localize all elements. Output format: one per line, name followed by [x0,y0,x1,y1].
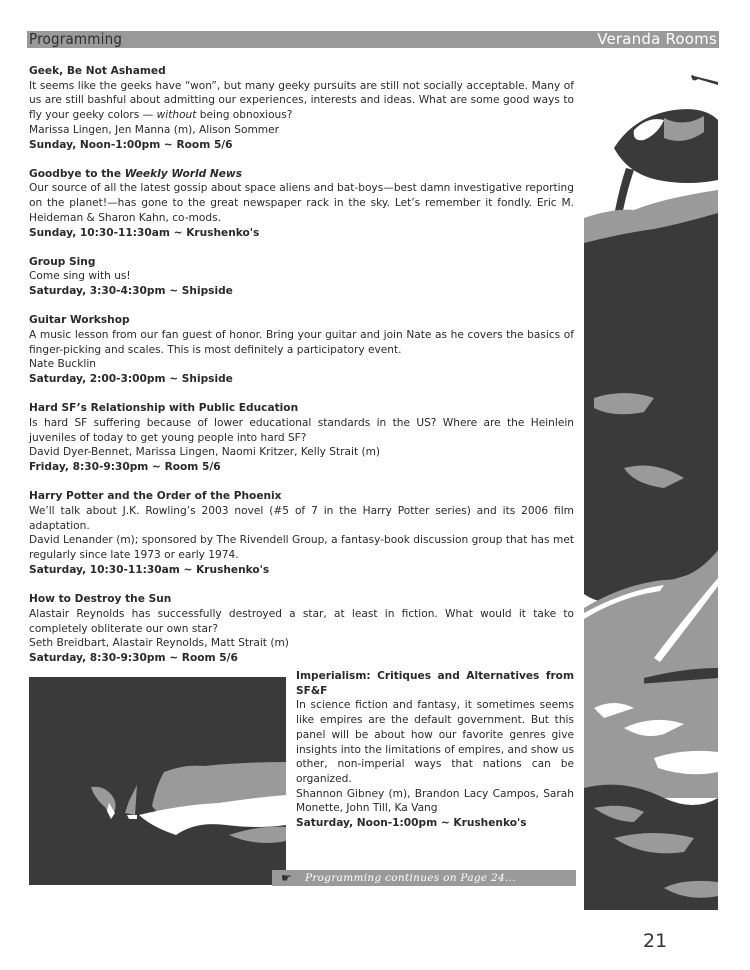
section-header-bar [27,31,719,48]
event-description: Come sing with us! [29,270,131,283]
pointing-hand-icon: ☛ [281,871,292,885]
event-title: Geek, Be Not Ashamed [29,65,166,77]
description-emphasis: without [156,109,197,122]
event-title: Guitar Workshop [29,314,130,327]
event-item [29,64,574,152]
event-time: Saturday, 10:30-11:30am ~ Krushenko's [29,563,270,576]
event-title: Hard SF’s Relationship with Public Education [29,402,299,415]
event-title: How to Destroy the Sun [29,593,172,606]
event-description: Our source of all the latest gossip about space aliens and bat-boys—best damn investigative reporting on the planet!—has gone to the great newspaper rack in the sky. Let’s remember it fondly. Eric M. Heideman & Sharon Kahn, co-mods. [29,182,574,224]
event-panelists: David Dyer-Bennet, Marissa Lingen, Naomi Kritzer, Kelly Strait (m) [29,446,381,459]
event-time: Saturday, 2:00-3:00pm ~ Shipside [29,373,233,386]
title-text: Goodbye to the [29,167,125,180]
event-time: Sunday, Noon-1:00pm ~ Room 5/6 [29,138,233,151]
event-item [29,592,574,666]
program-listing [29,64,574,680]
description-text: being obnoxious? [196,109,293,122]
event-description: A music lesson from our fan guest of honor. Bring your guitar and join Nate as he covers the basics of finger-picking and scales. This is most definitely a participatory event. [29,329,574,356]
event-item [296,669,574,831]
event-time: Sunday, 10:30-11:30am ~ Krushenko's [29,226,260,239]
event-description: We’ll talk about J.K. Rowling’s 2003 novel (#5 of 7 in the Harry Potter series) and its 2006 film adaptation. [29,505,574,532]
event-item [29,489,574,577]
event-time: Friday, 8:30-9:30pm ~ Room 5/6 [29,461,221,474]
event-description: Alastair Reynolds has successfully destroyed a star, at least in fiction. What would it take to completely obliterate our own star? [29,607,574,635]
location-title: Veranda Rooms [597,30,717,48]
description-text: It seems like the geeks have “won”, but many geeky pursuits are still not socially acceptable. Many of us are still bashful about admitting our experiences, interests and ideas. What are some good ways to fly your geeky colors — [29,79,574,122]
event-title: Group Sing [29,255,96,268]
event-time: Saturday, Noon-1:00pm ~ Krushenko's [296,817,527,830]
event-description [29,79,574,123]
event-time: Saturday, 3:30-4:30pm ~ Shipside [29,285,233,298]
title-emphasis: Weekly World News [124,167,243,180]
event-item [29,401,574,475]
event-description: In science fiction and fantasy, it sometimes seems like empires are the default government. But this panel will be about how our favorite genres give insights into the limitations of empires, and show us other, non-imperial ways that nations can be organized. [296,699,574,785]
event-title: Imperialism: Critiques and Alternatives from SF&F [296,670,574,697]
event-panelists: Seth Breidbart, Alastair Reynolds, Matt Strait (m) [29,637,289,650]
section-title: Programming [29,30,123,48]
event-panelists: Nate Bucklin [29,358,96,371]
page-number: 21 [643,930,668,952]
event-item [29,167,574,241]
continued-text: Programming continues on Page 24... [305,872,516,884]
event-panelists: Shannon Gibney (m), Brandon Lacy Campos, Sarah Monette, John Till, Ka Vang [296,787,574,815]
seabird-photo [29,677,286,885]
event-panelists: Marissa Lingen, Jen Manna (m), Alison Sommer [29,123,279,136]
event-title: Harry Potter and the Order of the Phoenix [29,490,282,503]
event-item [29,255,574,299]
event-time: Saturday, 8:30-9:30pm ~ Room 5/6 [29,651,238,664]
strip-surf [584,678,718,798]
event-item [29,313,574,387]
continued-on-page-note [272,870,576,886]
strip-grass-dark [584,213,718,474]
event-description: Is hard SF suffering because of lower educational standards in the US? Where are the Heinlein juveniles of today to get young people into hard SF? [29,417,574,444]
decorative-illustration-strip [584,68,718,910]
event-title [29,167,574,182]
event-panelists: David Lenander (m); sponsored by The Rivendell Group, a fantasy-book discussion group that has met regularly since late 1973 or early 1974. [29,534,574,562]
